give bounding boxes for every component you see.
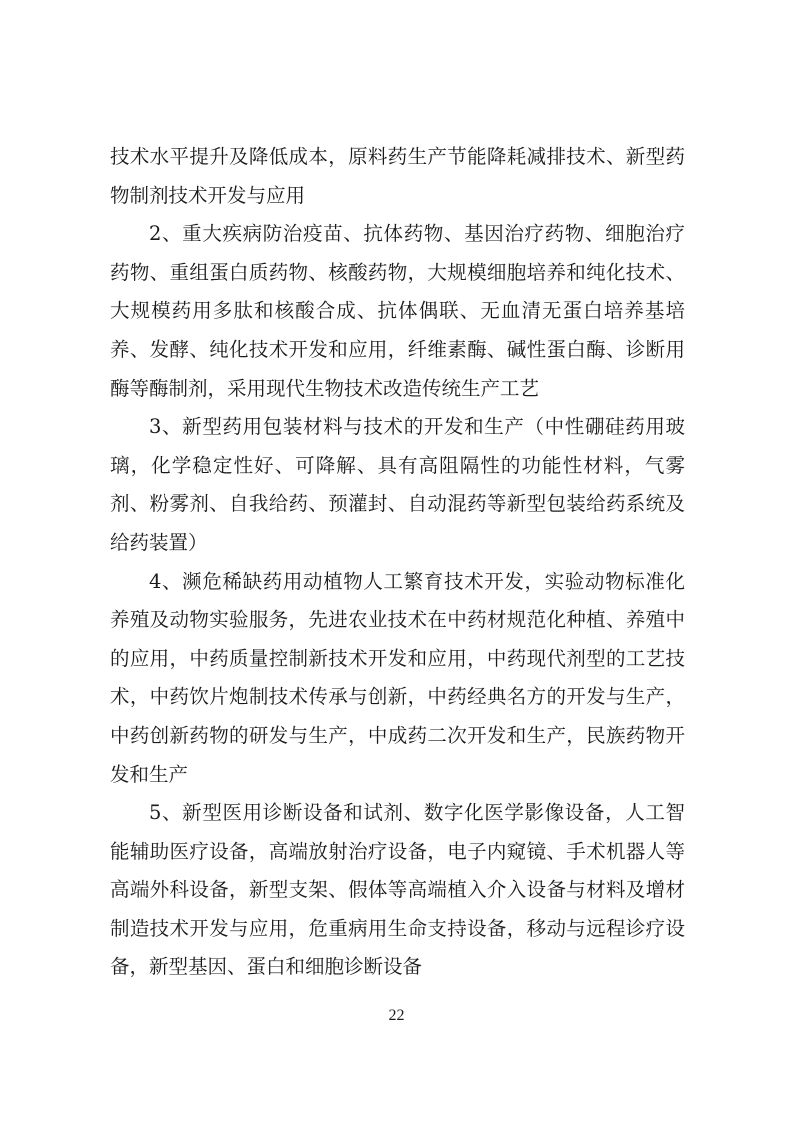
paragraph-item-5: 5、新型医用诊断设备和试剂、数字化医学影像设备，人工智能辅助医疗设备，高端放射治疗设备，电子内窥镜、手术机器人等高端外科设备，新型支架、假体等高端植入介入设备与材料及增材制造技术开发与应用，危重病用生命支持设备，移动与远程诊疗设备，新型基因、蛋白和细胞诊断设备 [110,801,685,979]
document-body [110,138,685,987]
paragraph-item-4: 4、濒危稀缺药用动植物人工繁育技术开发，实验动物标准化养殖及动物实验服务，先进农业技术在中药材规范化种植、养殖中的应用，中药质量控制新技术开发和应用，中药现代剂型的工艺技术，中药饮片炮制技术传承与创新，中药经典名方的开发与生产，中药创新药物的研发与生产，中成药二次开发和生产，民族药物开发和生产 [110,569,685,786]
page-number: 22 [388,1007,405,1024]
paragraph-item-2: 2、重大疾病防治疫苗、抗体药物、基因治疗药物、细胞治疗药物、重组蛋白质药物、核酸药物，大规模细胞培养和纯化技术、大规模药用多肽和核酸合成、抗体偶联、无血清无蛋白培养基培养、发酵、纯化技术开发和应用，纤维素酶、碱性蛋白酶、诊断用酶等酶制剂，采用现代生物技术改造传统生产工艺 [110,222,685,400]
paragraph-item-3: 3、新型药用包装材料与技术的开发和生产（中性硼硅药用玻璃，化学稳定性好、可降解、具有高阻隔性的功能性材料，气雾剂、粉雾剂、自我给药、预灌封、自动混药等新型包装给药系统及给药装置） [110,415,685,554]
paragraph-continuation: 技术水平提升及降低成本，原料药生产节能降耗减排技术、新型药物制剂技术开发与应用 [110,145,685,207]
